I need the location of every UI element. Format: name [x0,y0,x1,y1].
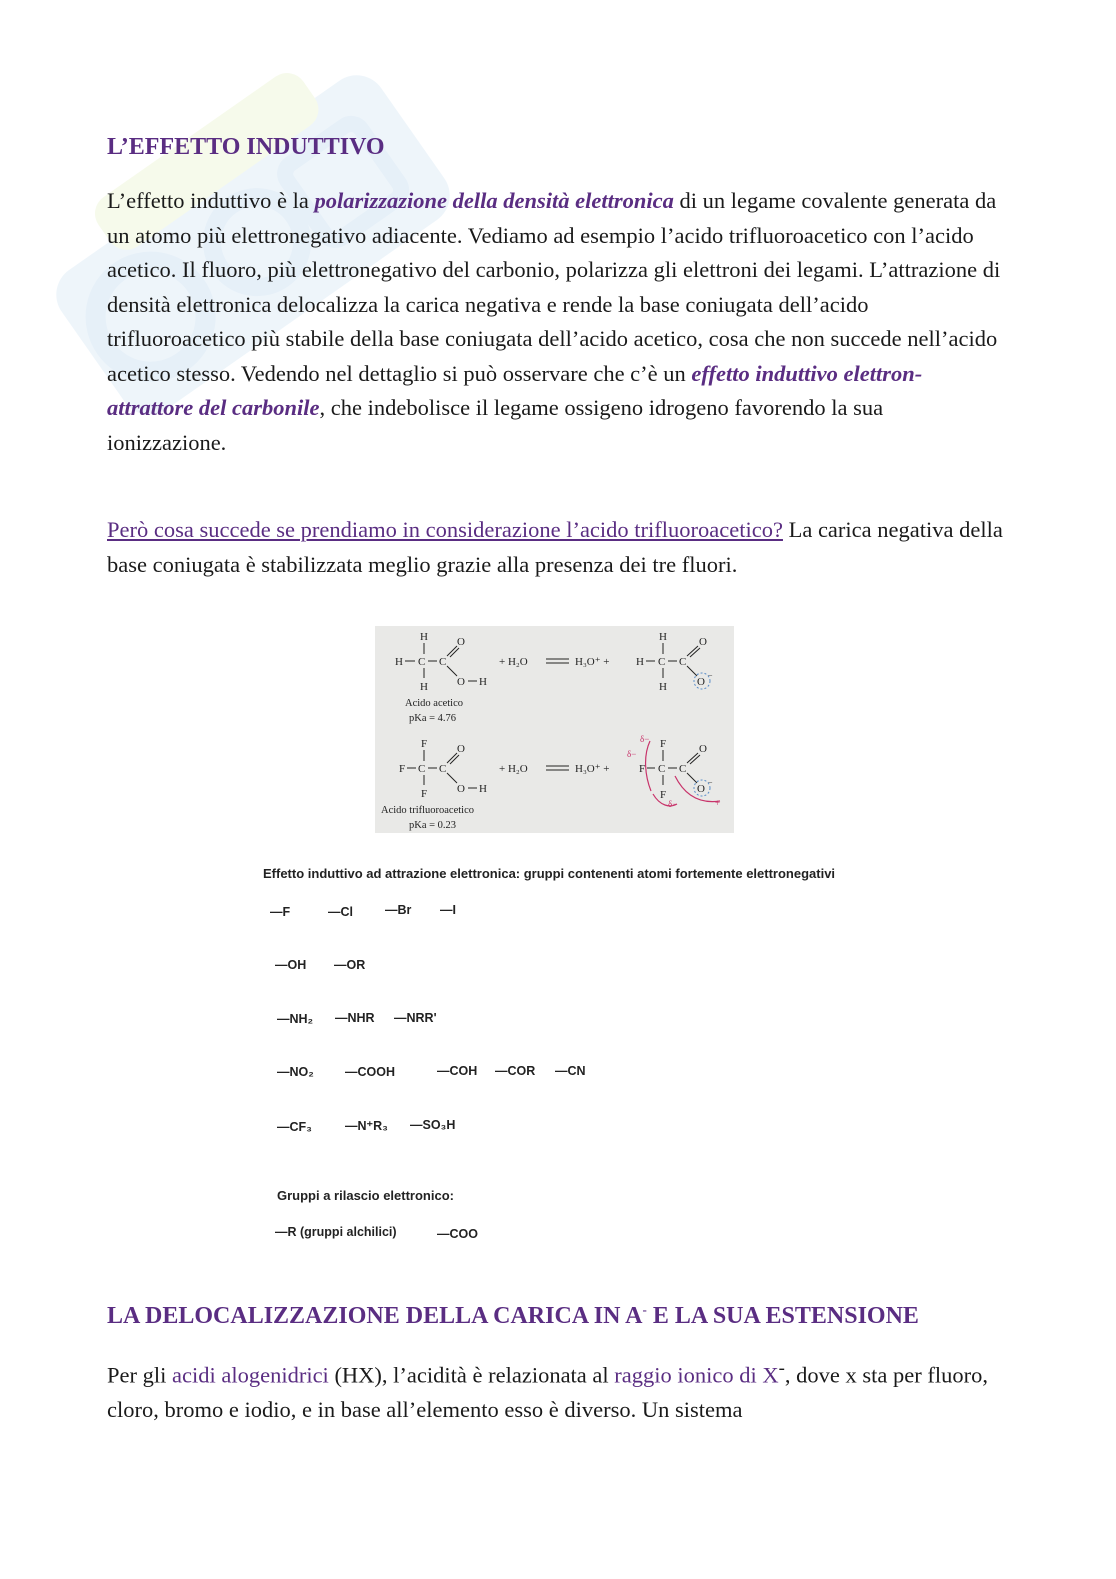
group-cl: —Cl [328,905,353,919]
atom-c: C [418,763,426,775]
plus-water: + H₂O [499,763,528,775]
atom-f: F [399,763,406,775]
tfa-pka: pKa = 0.23 [409,820,457,831]
atom-o: O [699,743,707,755]
group-cf3: —CF₃ [277,1120,312,1134]
atom-c: C [679,656,687,668]
atom-f: F [639,763,646,775]
group-nr3: —N⁺R₃ [345,1119,388,1133]
text-run: , dove x sta per fluoro, cloro, bromo e iodio, e in base all’elemento esso è diverso. Un sistema [107,1362,988,1422]
group-f: —F [270,905,291,919]
atom-o: O [457,636,465,648]
svg-text:+: + [715,798,721,808]
minus-sign: − [708,671,713,680]
group-br: —Br [385,903,412,917]
svg-text:δ−: δ− [640,734,650,744]
group-coo: —COO [437,1227,478,1241]
atom-c: C [439,656,447,668]
section-heading-effetto-induttivo: L’EFFETTO INDUTTIVO [107,134,385,160]
inductive-groups-figure [255,860,875,1260]
acetic-pka: pKa = 4.76 [409,713,457,724]
hydronium: H₃O⁺ + [575,763,610,775]
atom-h: H [395,656,403,668]
release-groups-title: Gruppi a rilascio elettronico: [277,1188,454,1203]
paragraph-acidi-alogenidrici [107,1352,1007,1428]
text-run: di un legame covalente generata da un atomo più elettronegativo adiacente. Vediamo ad esempio l’acido trifluoroacetico con l’acido acetico. Il fluoro, più elettronegativo del carbonio, polarizza gli elettroni dei legami. L’attrazione di densità elettronica delocalizza la carica negativa e rende la base coniugata dell’acido trifluoroacetico più stabile della base coniugata dell’acido acetico, cosa che non succede nell’acido acetico stesso. Vedendo nel dettaglio si può osservare che c’è un [107,188,1001,386]
atom-f: F [660,789,667,801]
acetic-label: Acido acetico [405,698,464,709]
superscript-minus: - [778,1358,785,1379]
atom-h: H [420,681,428,693]
group-or: —OR [334,958,366,972]
atom-c: C [679,763,687,775]
atom-h: H [420,631,428,643]
atom-f: F [421,738,428,750]
text-run: Per gli [107,1362,172,1388]
tfa-label: Acido trifluoroacetico [381,805,475,816]
heading-part: LA DELOCALIZZAZIONE DELLA CARICA IN A [107,1303,643,1329]
reaction-figure [375,626,734,833]
atom-o: O [699,636,707,648]
minus-sign: − [708,778,713,787]
atom-f: F [421,788,428,800]
group-i: —I [440,903,456,917]
reaction-diagram [375,626,734,833]
atom-o: O [457,783,465,795]
heading-part: E LA SUA ESTENSIONE [646,1303,919,1329]
text-run: , che indebolisce il legame ossigeno idrogeno favorendo la sua ionizzazione. [107,395,884,455]
group-cooh: —COOH [345,1065,395,1079]
emphasis-polarizzazione: polarizzazione della densità elettronica [314,188,674,213]
atom-h: H [659,681,667,693]
svg-text:δ−: δ− [668,799,678,809]
paragraph-effetto-induttivo [107,184,1007,460]
paragraph-trifluoroacetico [107,513,1007,582]
question-link[interactable]: Però cosa succede se prendiamo in considerazione l’acido trifluoroacetico? [107,517,783,542]
group-coh: —COH [437,1064,478,1078]
term-acidi-alogenidrici: acidi alogenidrici [172,1362,329,1388]
figure-title: Effetto induttivo ad attrazione elettronica: gruppi contenenti atomi fortemente elettronegativi [263,866,836,881]
atom-o: O [457,743,465,755]
hydronium: H₃O⁺ + [575,656,610,668]
atom-c: C [658,763,666,775]
plus-water: + H₂O [499,656,528,668]
group-cor: —COR [495,1064,536,1078]
atom-c: C [658,656,666,668]
atom-h: H [479,676,487,688]
group-oh: —OH [275,958,307,972]
atom-f: F [660,738,667,750]
group-no2: —NO₂ [277,1065,314,1079]
group-nrr: —NRR' [394,1011,437,1025]
group-cn: —CN [555,1064,586,1078]
atom-h: H [659,631,667,643]
heading-superscript: - [642,1302,647,1317]
text-run: La carica negativa della base coniugata è stabilizzata meglio grazie alla presenza dei tre fluori. [107,517,1003,577]
atom-h: H [479,783,487,795]
term-raggio-ionico: raggio ionico di X [614,1362,779,1388]
group-so3h: —SO₃H [410,1118,456,1132]
atom-o-minus: O [697,676,705,688]
atom-c: C [418,656,426,668]
atom-h: H [636,656,644,668]
atom-o-minus: O [697,783,705,795]
svg-text:δ−: δ− [627,749,637,759]
group-nh2: —NH₂ [277,1012,314,1026]
text-run: L’effetto induttivo è la [107,188,315,213]
atom-o: O [457,676,465,688]
group-nhr: —NHR [335,1011,375,1025]
atom-c: C [439,763,447,775]
section-heading-delocalizzazione [107,1302,919,1330]
text-run: (HX), l’acidità è relazionata al [328,1362,615,1388]
group-alkyl: —R (gruppi alchilici) [275,1225,397,1239]
emphasis-effetto-carbonile: effetto induttivo elettron-attrattore del carbonile [107,360,923,420]
